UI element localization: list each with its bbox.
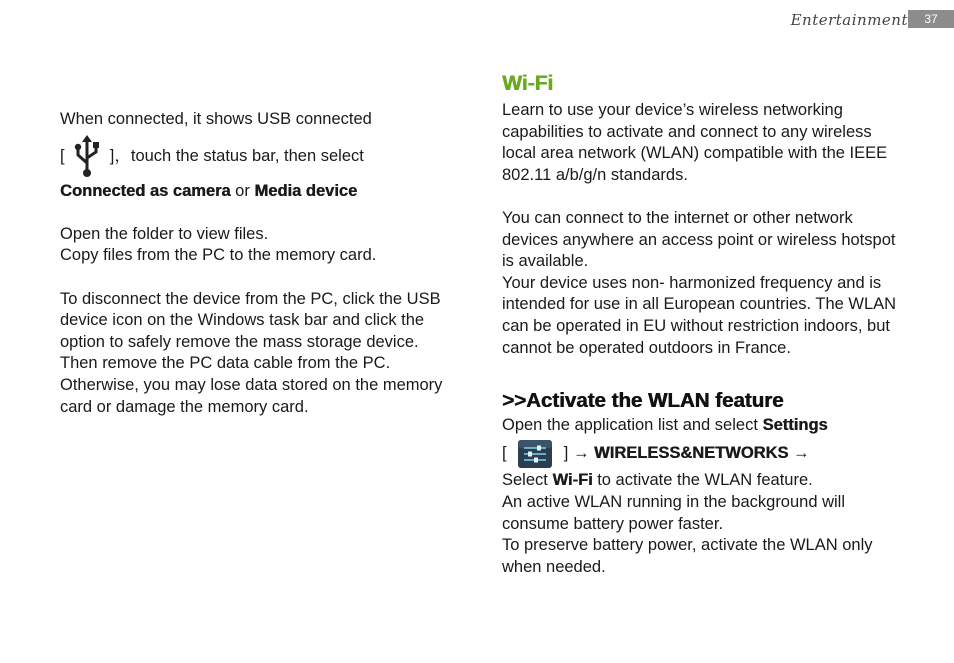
wifi-label: Wi-Fi bbox=[552, 471, 593, 490]
wifi-intro: Learn to use your device’s wireless networking capabilities to activate and connect to any wireless local area network (WLAN) compatible with the IEEE 802.11 a/b/g/n standards. bbox=[502, 101, 888, 184]
settings-icon bbox=[517, 439, 553, 469]
usb-mode-options bbox=[60, 181, 460, 203]
bracket-open: [ bbox=[502, 444, 507, 463]
wifi-heading: Wi-Fi bbox=[502, 72, 554, 95]
left-column bbox=[60, 109, 460, 418]
usb-status-instruction: ]，touch the status bar, then select bbox=[109, 146, 364, 165]
activate-wlan-heading: >>Activate the WLAN feature bbox=[502, 388, 784, 412]
usb-icon bbox=[73, 133, 101, 179]
battery-note: An active WLAN running in the background will consume battery power faster. bbox=[502, 492, 846, 533]
option-connected-as-camera: Connected as camera bbox=[60, 181, 231, 200]
disconnect-instructions: To disconnect the device from the PC, click the USB device icon on the Windows task bar and click the option to safely remove the mass storage device. Then remove the PC data cable from the PC. bbox=[60, 289, 441, 373]
arrow-after: → bbox=[788, 444, 810, 463]
bracket-open: [ bbox=[60, 146, 65, 165]
select-wifi-line bbox=[502, 470, 902, 492]
open-app-list-line bbox=[502, 415, 902, 437]
right-column bbox=[502, 70, 902, 578]
usb-intro: When connected, it shows USB connected bbox=[60, 110, 372, 128]
wifi-eu-notice: Your device uses non- harmonized frequency and is intended for use in all European countries. The WLAN can be operated in EU without restriction indoors, but cannot be operated outdoors in France. bbox=[502, 273, 897, 357]
arrow-separator: ] → bbox=[563, 444, 595, 463]
section-title: Entertainment bbox=[790, 11, 908, 29]
settings-label: Settings bbox=[762, 415, 828, 434]
page-number: 37 bbox=[908, 10, 954, 28]
data-loss-warning: Otherwise, you may lose data stored on the memory card or damage the memory card. bbox=[60, 375, 443, 416]
settings-path-line bbox=[502, 436, 902, 470]
wireless-networks-label: WIRELESS&NETWORKS bbox=[594, 444, 789, 463]
open-app-list-text: Open the application list and select bbox=[502, 415, 763, 434]
select-suffix: to activate the WLAN feature. bbox=[592, 471, 813, 490]
step-open-folder: Open the folder to view files. bbox=[60, 224, 269, 243]
usb-status-line bbox=[60, 131, 460, 181]
option-separator: or bbox=[230, 181, 255, 200]
option-media-device: Media device bbox=[254, 181, 358, 200]
preserve-battery-note: To preserve battery power, activate the WLAN only when needed. bbox=[502, 536, 873, 576]
wifi-connect-info: You can connect to the internet or other network devices anywhere an access point or wireless hotspot is available. bbox=[502, 208, 896, 271]
select-prefix: Select bbox=[502, 471, 553, 490]
step-copy-files: Copy files from the PC to the memory card. bbox=[60, 246, 377, 265]
